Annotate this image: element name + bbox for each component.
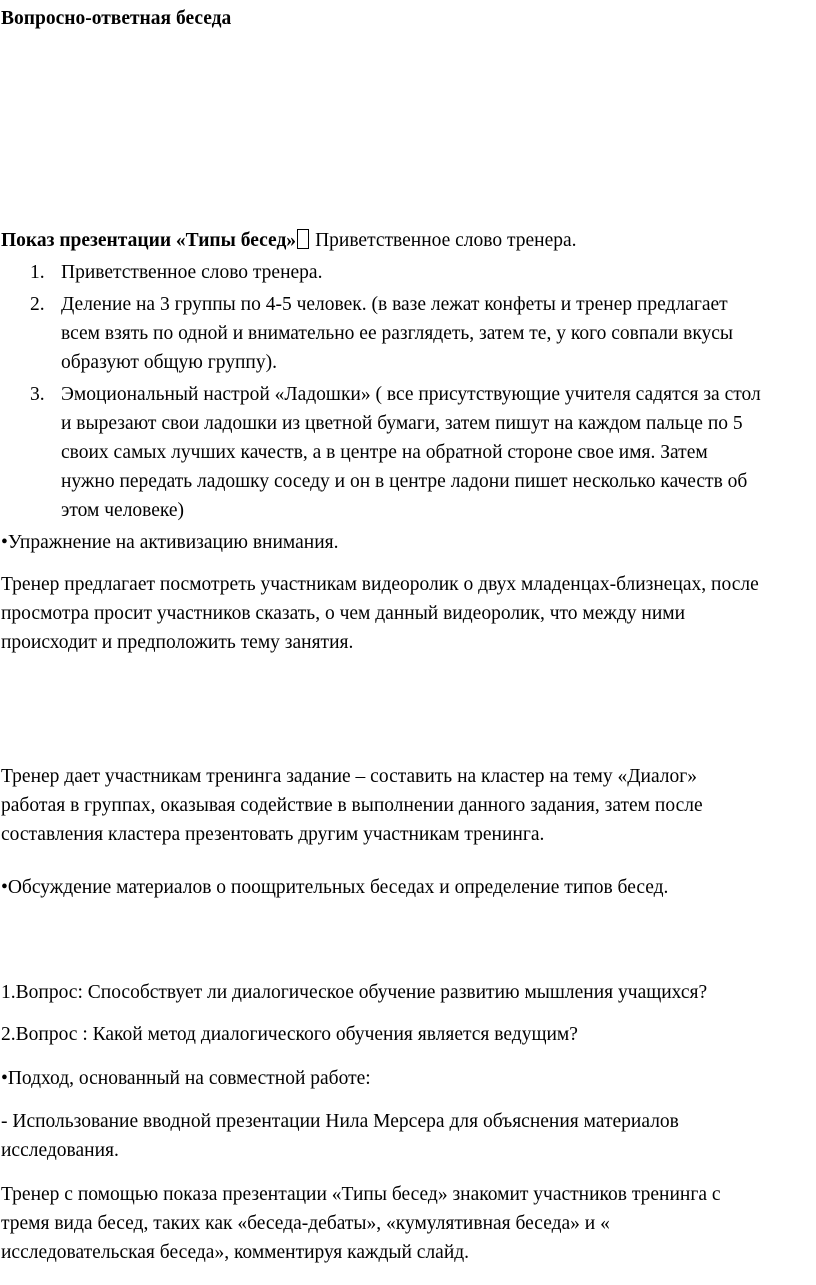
step-line: образуют общую группу). (61, 352, 277, 373)
mercer-paragraph-line: исследования. (1, 1140, 119, 1161)
presentation-heading-normal: Приветственное слово тренера. (315, 230, 577, 251)
cluster-paragraph-line: работая в группах, оказывая содействие в выполнении данного задания, затем после (1, 795, 703, 816)
step-line: Деление на 3 группы по 4-5 человек. (в вазе лежат конфеты и тренер предлагает (61, 294, 728, 315)
mercer-paragraph-line: - Использование вводной презентации Нила Мерсера для объяснения материалов (1, 1111, 679, 1132)
video-paragraph-line: просмотра просит участников сказать, о чем данный видеоролик, что между ними (1, 603, 686, 624)
presentation-heading-bold: Показ презентации «Типы бесед» (1, 230, 297, 251)
step-line: этом человеке) (61, 500, 185, 521)
step-item (0, 258, 816, 287)
step-number: 3. (30, 384, 45, 405)
step-line: нужно передать ладошку соседу и он в центре ладони пишет несколько качеств об (61, 471, 748, 492)
presentation-heading (1, 226, 577, 255)
video-paragraph-line: происходит и предположить тему занятия. (1, 632, 354, 653)
step-line: всем взять по одной и внимательно ее разглядеть, затем те, у кого совпали вкусы (61, 323, 734, 344)
cluster-paragraph-line: составления кластера презентовать другим участникам тренинга. (1, 824, 545, 845)
question-1: 1.Вопрос: Способствует ли диалогическое обучение развитию мышления учащихся? (1, 982, 708, 1003)
cluster-paragraph-line: Тренер дает участникам тренинга задание – составить на кластер на тему «Диалог» (1, 766, 698, 787)
discussion-line: •Обсуждение материалов о поощрительных беседах и определение типов бесед. (1, 877, 669, 898)
attention-exercise: •Упражнение на активизацию внимания. (1, 532, 339, 553)
final-paragraph-line: тремя вида бесед, таких как «беседа-дебаты», «кумулятивная беседа» и « (1, 1213, 610, 1234)
document-title: Вопросно-ответная беседа (1, 8, 232, 29)
final-paragraph-line: Тренер с помощью показа презентации «Типы бесед» знакомит участников тренинга с (1, 1184, 721, 1205)
step-number: 1. (30, 262, 45, 283)
step-line: своих самых лучших качеств, а в центре на обратной стороне свое имя. Затем (61, 442, 708, 463)
step-item (0, 380, 816, 525)
final-paragraph-line: исследовательская беседа», комментируя каждый слайд. (1, 1242, 470, 1263)
video-paragraph-line: Тренер предлагает посмотреть участникам видеоролик о двух младенцах-близнецах, после (1, 574, 759, 595)
missing-glyph-icon (297, 229, 309, 249)
step-line: Эмоциональный настрой «Ладошки» ( все присутствующие учителя садятся за стол (61, 384, 761, 405)
question-2: 2.Вопрос : Какой метод диалогического обучения является ведущим? (1, 1024, 578, 1045)
approach-line: •Подход, основанный на совместной работе: (1, 1068, 371, 1089)
steps-list (0, 258, 816, 525)
step-line: Приветственное слово тренера. (61, 262, 323, 283)
step-item (0, 290, 816, 377)
step-number: 2. (30, 294, 45, 315)
step-line: и вырезают свои ладошки из цветной бумаги, затем пишут на каждом пальце по 5 (61, 413, 743, 434)
